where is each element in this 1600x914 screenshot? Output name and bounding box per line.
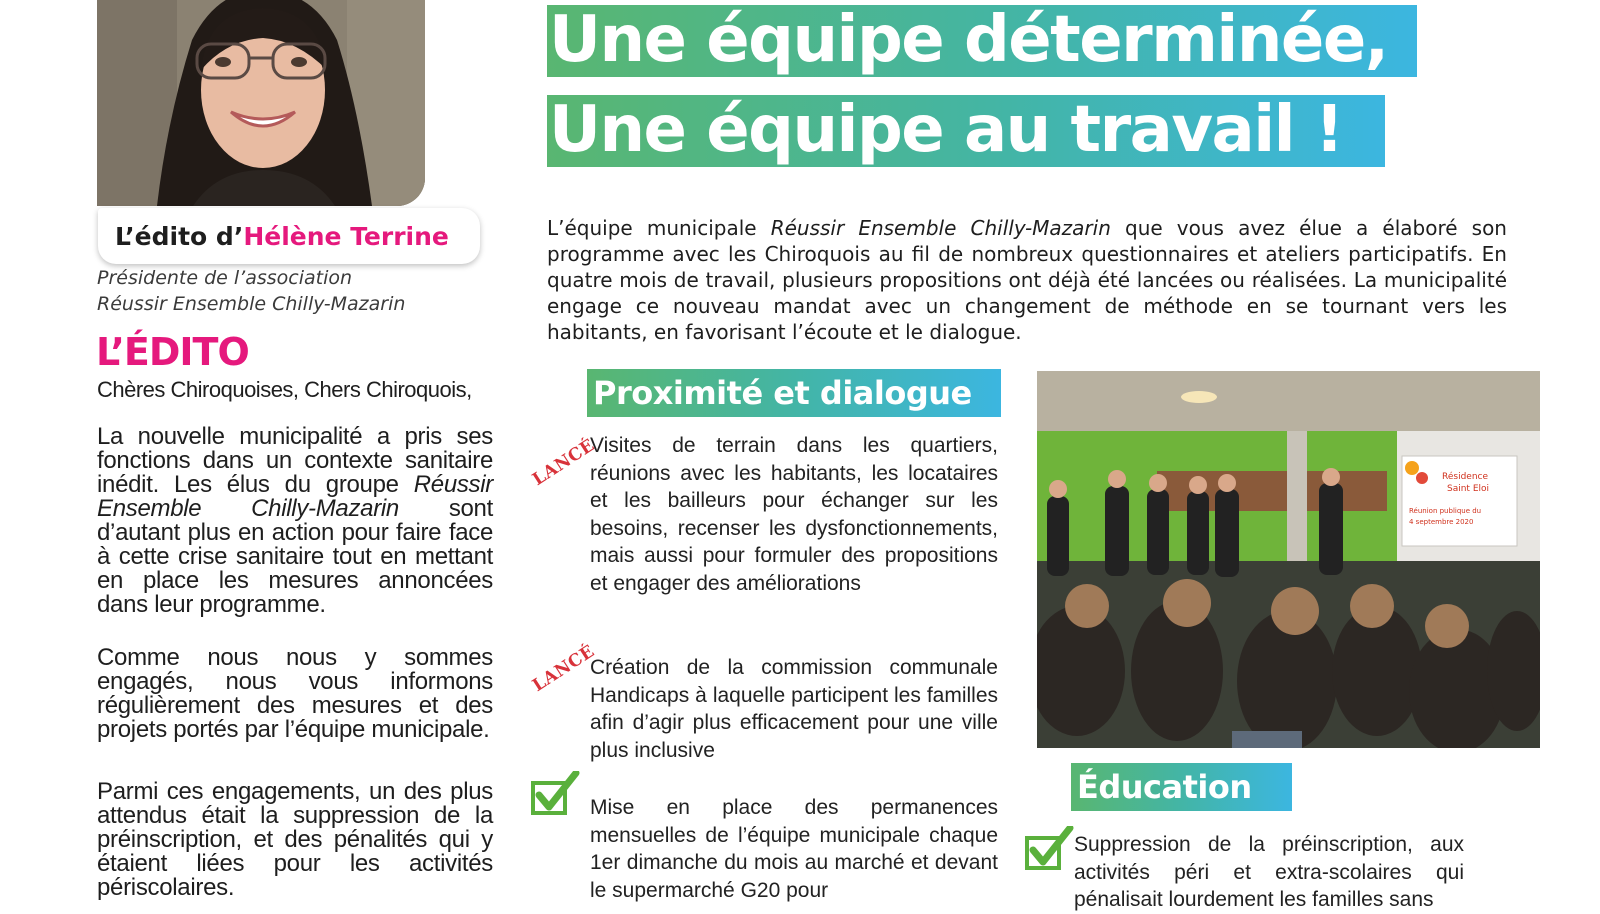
intro-group: Réussir Ensemble Chilly-Mazarin [770, 216, 1111, 240]
edito-p1-start: La nouvelle municipalité a pris ses fonctions dans un contexte sanitaire inédit. Les élus du groupe [97, 423, 493, 498]
slide-line-3: Réunion publique du [1409, 507, 1482, 515]
author-role [97, 265, 487, 317]
proximite-item-1: Visites de terrain dans les quartiers, réunions avec les habitants, les locataires et les bailleurs pour échanger sur les besoins, recenser les dysfonctionnements, mais aussi pour formuler des propositions et engager des améliorations [590, 434, 998, 595]
headline-line-2: Une équipe au travail ! [547, 95, 1385, 167]
author-name: Hélène Terrine [243, 221, 449, 251]
headline-line-1: Une équipe déterminée, [547, 5, 1417, 77]
section-proximite-title: Proximité et dialogue [587, 369, 1001, 417]
proximite-item-3: Mise en place des permanences mensuelles de l’équipe municipale chaque 1er dimanche du mois au marché et devant le supermarché G20 pour [590, 796, 998, 902]
slide-line-1: Résidence [1442, 472, 1489, 482]
intro-paragraph [547, 215, 1507, 345]
stamp-lance-icon: LANCÉ [529, 435, 599, 490]
public-meeting-photo [1037, 371, 1540, 748]
author-portrait [97, 0, 425, 206]
author-role-line2: Réussir Ensemble Chilly-Mazarin [97, 293, 406, 315]
slide-line-2: Saint Eloi [1447, 484, 1490, 494]
edito-greeting: Chères Chiroquoises, Chers Chiroquois, [97, 377, 472, 402]
edito-author-card [98, 208, 480, 264]
edito-title: L’ÉDITO [96, 330, 249, 374]
check-icon [1024, 826, 1074, 870]
edito-p1-end: sont d’autant plus en action pour faire face à cette crise sanitaire tout en mettant en place les mesures annoncées dans leur programme. [97, 495, 493, 618]
edito-paragraph-3: Parmi ces engagements, un des plus attendus était la suppression de la préinscription, et des pénalités qui y étaient liées pour les activités périscolaires. [97, 778, 493, 901]
education-item-1: Suppression de la préinscription, aux activités péri et extra-scolaires qui pénalisait lourdement les familles sans [1074, 833, 1464, 911]
section-education-title: Éducation [1071, 763, 1292, 811]
edito-paragraph-1 [97, 425, 493, 617]
slide-line-4: 4 septembre 2020 [1409, 518, 1474, 526]
check-icon [530, 771, 580, 815]
author-role-line1: Présidente de l’association [97, 267, 353, 289]
proximite-item-2: Création de la commission communale Handicaps à laquelle participent les familles afin d’agir plus efficacement pour une ville plus inclusive [590, 656, 998, 762]
edito-paragraph-2: Comme nous nous y sommes engagés, nous vous informons régulièrement des mesures et des projets portés par l’équipe municipale. [97, 644, 493, 743]
stamp-lance-icon: LANCÉ [529, 641, 599, 696]
intro-end: que vous avez élue a élaboré son programme avec les Chiroquois au fil de nombreux questionnaires et ateliers participatifs. En quatre mois de travail, plusieurs propositions ont déjà été lancées ou réalisées. La municipalité engage ce nouveau mandat avec un changement de méthode en se tournant vers les habitants, en favorisant l’écoute et le dialogue. [547, 216, 1507, 344]
edito-p1-group: Réussir Ensemble Chilly-Mazarin [97, 471, 493, 522]
intro-start: L’équipe municipale [547, 216, 771, 240]
author-prefix: L’édito d’ [115, 221, 244, 251]
